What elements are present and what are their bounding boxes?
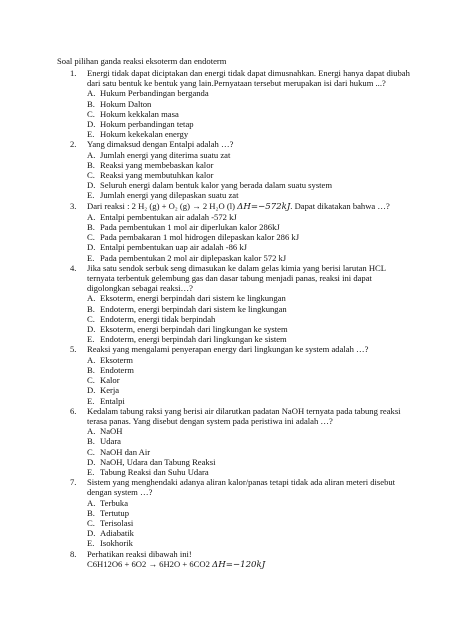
- option-list: [87, 212, 437, 263]
- option-list: [87, 498, 437, 549]
- option-text: Tertutup: [100, 507, 129, 518]
- answer-option: [87, 170, 437, 180]
- question-text: dengan system …?: [87, 487, 153, 498]
- option-letter: D.: [87, 456, 96, 467]
- answer-option: [87, 119, 437, 129]
- option-text: Isokhorik: [100, 538, 133, 549]
- option-letter: D.: [87, 528, 96, 539]
- option-text: Hokum kekekalan energy: [100, 129, 189, 140]
- question-text: Energi tidak dapat diciptakan dan energi tidak dapat dimusnahkan. Energi hanya dapat diubah: [87, 68, 410, 78]
- option-letter: B.: [87, 436, 95, 447]
- option-text: Adiabatik: [100, 528, 134, 539]
- option-letter: A.: [87, 293, 96, 304]
- option-text: Eksoterm: [100, 354, 133, 365]
- answer-option: [87, 538, 437, 548]
- option-text: Entalpi: [100, 395, 125, 406]
- answer-option: [87, 242, 437, 252]
- question-number: 3.: [70, 200, 77, 211]
- answer-option: [87, 528, 437, 538]
- option-text: NaOH, Udara dan Tabung Reaksi: [100, 456, 216, 467]
- option-text: Endoterm, energi berpindah dari lingkungan ke sistem: [100, 334, 287, 345]
- option-letter: A.: [87, 354, 96, 365]
- answer-option: [87, 150, 437, 160]
- question-item: [57, 68, 437, 139]
- option-text: Eksoterm, energi berpindah dari lingkungan ke system: [100, 324, 288, 335]
- option-letter: E.: [87, 334, 95, 345]
- option-text: Hokum perbandingan tetap: [100, 119, 194, 130]
- answer-option: [87, 426, 437, 436]
- option-letter: E.: [87, 129, 95, 140]
- answer-option: [87, 314, 437, 324]
- option-text: Entalpi pembentukan air adalah -572 kJ: [100, 211, 237, 222]
- question-item: [57, 201, 437, 263]
- answer-option: [87, 396, 437, 406]
- option-text: NaOH: [100, 426, 123, 437]
- enthalpy-change: ΔH=−120kJ: [212, 559, 266, 570]
- answer-option: [87, 129, 437, 139]
- option-list: [87, 88, 437, 139]
- option-text: Pada pembentukan 2 mol air diplepaskan kalor 572 kJ: [100, 252, 287, 263]
- answer-option: [87, 498, 437, 508]
- option-letter: A.: [87, 211, 96, 222]
- option-letter: C.: [87, 517, 95, 528]
- question-body: [87, 406, 437, 477]
- reaction-products: 2 H₂O (l): [200, 200, 238, 211]
- option-letter: C.: [87, 170, 95, 181]
- option-list: [87, 293, 437, 344]
- option-text: Seluruh energi dalam bentuk kalor yang berada dalam suatu system: [100, 180, 333, 191]
- option-letter: D.: [87, 324, 96, 335]
- option-text: Jumlah energi yang dilepaskan suatu zat: [100, 190, 239, 201]
- answer-option: [87, 99, 437, 109]
- question-text: Kedalam tabung raksi yang berisi air dilarutkan padatan NaOH ternyata pada tabung reaksi: [87, 405, 401, 416]
- answer-option: [87, 508, 437, 518]
- answer-option: [87, 212, 437, 222]
- answer-option: [87, 180, 437, 190]
- question-text: [87, 201, 437, 212]
- question-item: [57, 263, 437, 345]
- option-text: Pada pembakaran 1 mol hidrogen dilepaskan kalor 286 kJ: [100, 232, 300, 243]
- option-text: Udara: [100, 436, 121, 447]
- answer-option: [87, 334, 437, 344]
- option-letter: E.: [87, 466, 95, 477]
- option-letter: E.: [87, 538, 95, 549]
- question-number: 4.: [70, 262, 77, 273]
- answer-option: [87, 355, 437, 365]
- answer-option: [87, 190, 437, 200]
- option-text: Hokum Dalton: [100, 98, 152, 109]
- option-text: Hokum kekkalan masa: [100, 108, 179, 119]
- answer-option: [87, 88, 437, 98]
- question-text: Sistem yang menghendaki adanya aliran kalor/panas tetapi tidak ada aliran meteri disebut: [87, 477, 396, 488]
- question-item: [57, 477, 437, 548]
- question-item: [57, 139, 437, 200]
- answer-option: [87, 109, 437, 119]
- question-text: dari satu bentuk ke bentuk yang lain.Pernyataan tersebut merupakan isi dari hukum ...?: [87, 78, 386, 89]
- option-letter: A.: [87, 149, 96, 160]
- option-letter: B.: [87, 222, 95, 233]
- reaction-products: 6H2O + 6CO2: [157, 558, 213, 569]
- question-text: Yang dimaksud dengan Entalpi adalah …?: [87, 139, 234, 150]
- question-text: Jika satu sendok serbuk seng dimasukan ke dalam gelas kimia yang berisi larutan HCL: [87, 262, 387, 273]
- reaction-arrow: →: [192, 200, 201, 211]
- reaction-arrow: →: [148, 558, 158, 569]
- option-letter: E.: [87, 190, 95, 201]
- option-text: Endoterm, energi tidak berpindah: [100, 313, 216, 324]
- answer-option: [87, 232, 437, 242]
- question-body: [87, 68, 437, 139]
- option-text: Eksoterm, energi berpindah dari sistem ke lingkungan: [100, 293, 286, 304]
- option-letter: D.: [87, 180, 96, 191]
- option-text: Jumlah energi yang diterima suatu zat: [100, 149, 231, 160]
- option-text: Terisolasi: [100, 517, 134, 528]
- question-body: [87, 201, 437, 263]
- answer-option: [87, 436, 437, 446]
- question-number: 8.: [70, 548, 77, 559]
- option-letter: C.: [87, 446, 95, 457]
- option-text: Endoterm, energi berpindah dari sistem ke lingkungan: [100, 303, 287, 314]
- option-text: Kalor: [100, 375, 120, 386]
- option-letter: D.: [87, 242, 96, 253]
- reaction-reactants: C6H12O6 + 6O2: [87, 558, 149, 569]
- answer-option: [87, 365, 437, 375]
- option-letter: A.: [87, 88, 96, 99]
- question-tail: . Dapat dikatakan bahwa …?: [290, 200, 390, 211]
- question-number: 5.: [70, 344, 77, 355]
- option-list: [87, 355, 437, 406]
- option-letter: A.: [87, 497, 96, 508]
- option-letter: B.: [87, 98, 95, 109]
- option-letter: C.: [87, 232, 95, 243]
- option-letter: C.: [87, 375, 95, 386]
- option-letter: C.: [87, 108, 95, 119]
- answer-option: [87, 160, 437, 170]
- reaction-reactants: Dari reaksi : 2 H₂ (g) + O₂ (g): [87, 200, 193, 211]
- option-list: [87, 150, 437, 201]
- question-text: ternyata terbentuk gelembung gas dan dasar tabung menjadi panas, reaksi ini dapat: [87, 273, 372, 284]
- question-text: terasa panas. Yang disebut dengan system pada peristiwa ini adalah …?: [87, 415, 333, 426]
- option-text: Terbuka: [100, 497, 129, 508]
- answer-option: [87, 253, 437, 263]
- question-body: [87, 477, 437, 548]
- answer-option: [87, 457, 437, 467]
- option-list: [87, 426, 437, 477]
- question-number: 7.: [70, 477, 77, 488]
- option-letter: B.: [87, 159, 95, 170]
- option-text: Tabung Reaksi dan Suhu Udara: [100, 466, 209, 477]
- question-text: Reaksi yang mengalami penyerapan energy dari lingkungan ke system adalah …?: [87, 344, 369, 355]
- question-number: 6.: [70, 405, 77, 416]
- question-item: [57, 549, 437, 570]
- option-letter: B.: [87, 364, 95, 375]
- answer-option: [87, 375, 437, 385]
- option-letter: B.: [87, 507, 95, 518]
- option-letter: A.: [87, 426, 96, 437]
- question-body: [87, 139, 437, 200]
- reaction-line: [87, 559, 437, 570]
- question-body: [87, 549, 437, 570]
- answer-option: [87, 447, 437, 457]
- option-letter: C.: [87, 313, 95, 324]
- option-text: NaOH dan Air: [100, 446, 151, 457]
- answer-option: [87, 304, 437, 314]
- option-letter: B.: [87, 303, 95, 314]
- question-item: [57, 344, 437, 405]
- option-letter: E.: [87, 252, 95, 263]
- question-item: [57, 406, 437, 477]
- question-number: 2.: [70, 139, 77, 150]
- option-text: Kerja: [100, 385, 120, 396]
- option-letter: D.: [87, 385, 96, 396]
- option-text: Pada pembentukan 1 mol air diperlukan kalor 286kJ: [100, 222, 280, 233]
- option-text: Reaksi yang membutuhkan kalor: [100, 170, 214, 181]
- option-text: Endoterm: [100, 364, 134, 375]
- question-body: [87, 344, 437, 405]
- question-body: [87, 263, 437, 345]
- answer-option: [87, 518, 437, 528]
- option-letter: E.: [87, 395, 95, 406]
- question-number: 1.: [70, 68, 77, 78]
- question-text: digolongkan sebagai reaksi…?: [87, 283, 193, 294]
- answer-option: [87, 324, 437, 334]
- option-text: Reaksi yang membebaskan kalor: [100, 159, 214, 170]
- option-text: Hukum Perbandingan berganda: [100, 88, 209, 99]
- option-letter: D.: [87, 119, 96, 130]
- enthalpy-change: ΔH=−572kJ: [237, 201, 291, 212]
- question-list: [57, 68, 437, 570]
- question-text: Perhatikan reaksi dibawah ini!: [87, 548, 192, 559]
- document-title: Soal pilihan ganda reaksi eksoterm dan endoterm: [57, 56, 227, 66]
- option-text: Entalpi pembentukan uap air adalah -86 kJ: [100, 242, 248, 253]
- answer-option: [87, 222, 437, 232]
- answer-option: [87, 385, 437, 395]
- answer-option: [87, 467, 437, 477]
- answer-option: [87, 293, 437, 303]
